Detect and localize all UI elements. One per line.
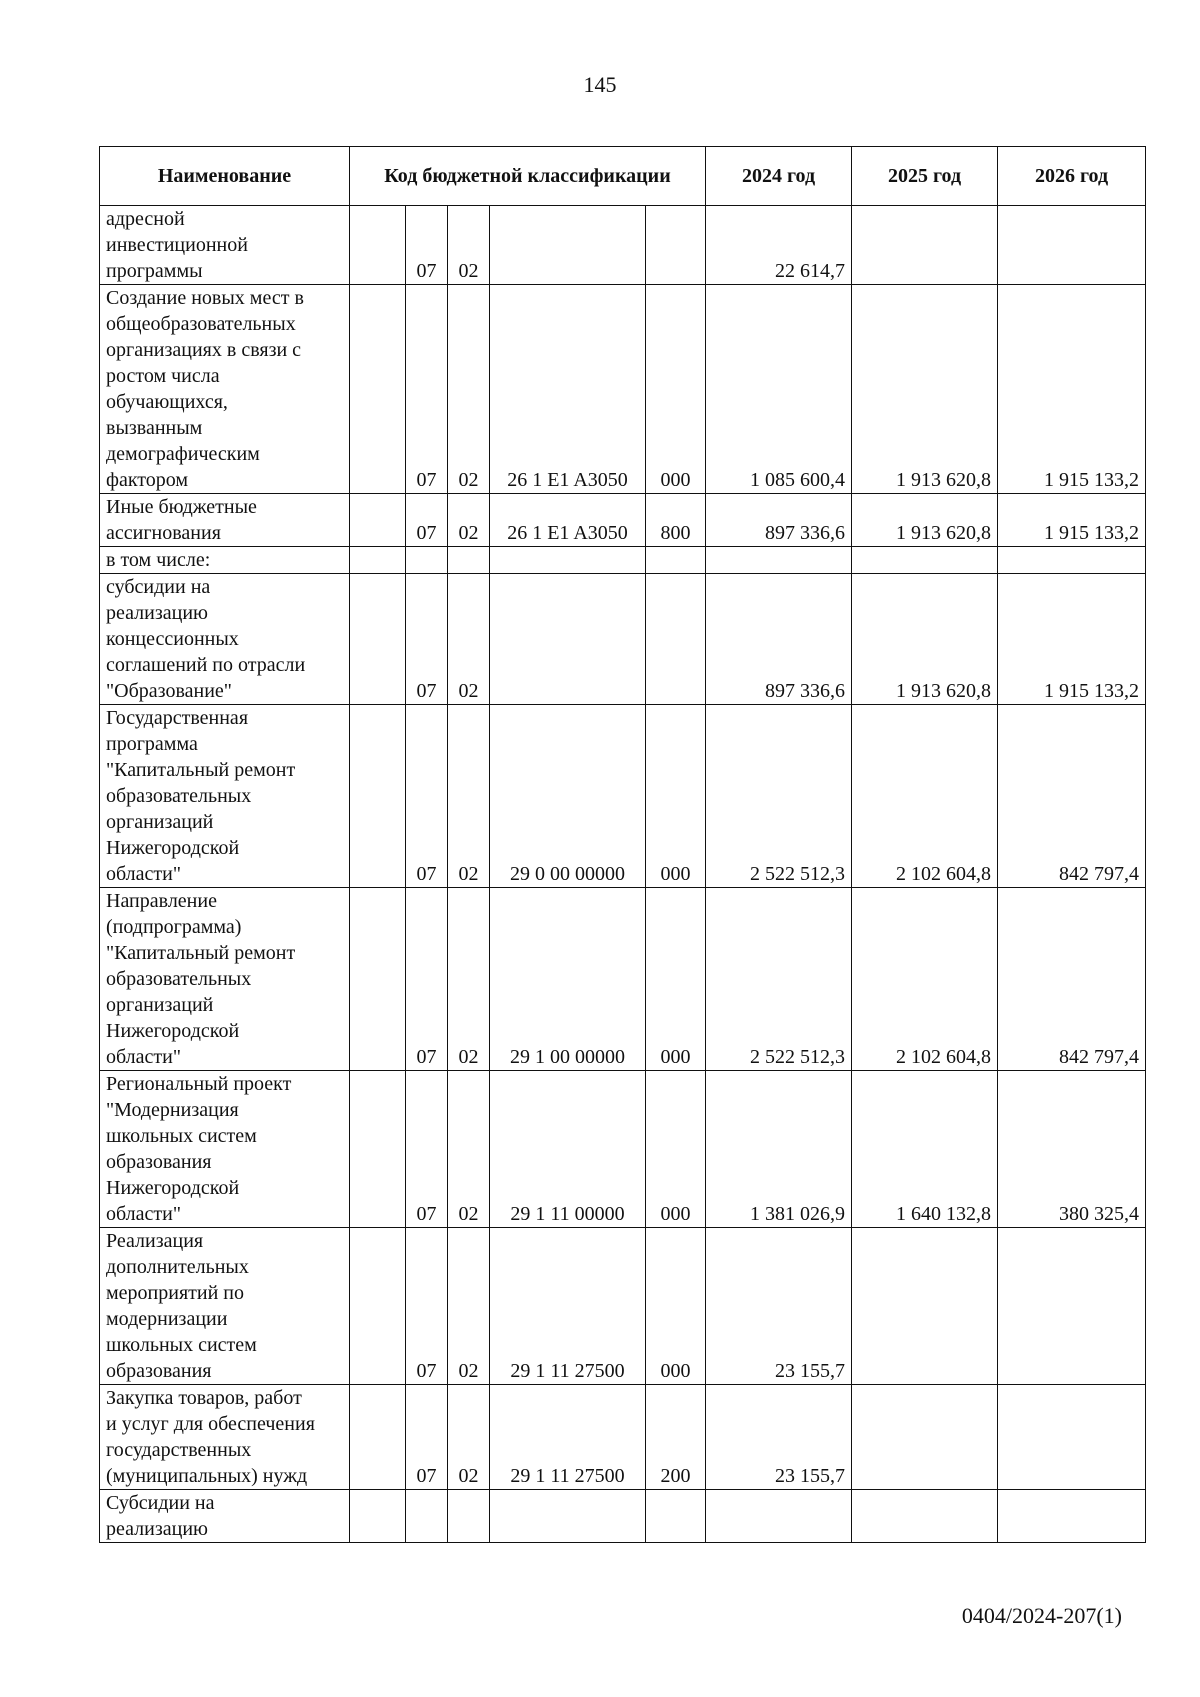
- cell-c3: 02: [448, 888, 490, 1071]
- cell-c4: 29 0 00 00000: [490, 705, 646, 888]
- table-header-row: [100, 147, 1146, 206]
- cell-y2026: 1 915 133,2: [998, 494, 1146, 547]
- cell-c3: 02: [448, 1071, 490, 1228]
- cell-c2: 07: [406, 285, 448, 494]
- cell-name: Создание новых мест в общеобразовательных организациях в связи с ростом числа обучающихся, вызванным демографическим фактором: [100, 285, 350, 494]
- cell-name: Закупка товаров, работ и услуг для обеспечения государственных (муниципальных) нужд: [100, 1385, 350, 1490]
- cell-c1: [350, 1071, 406, 1228]
- cell-c4: 29 1 11 27500: [490, 1228, 646, 1385]
- budget-table: [99, 146, 1146, 1543]
- cell-c5: [646, 1490, 706, 1543]
- cell-y2024: 2 522 512,3: [706, 888, 852, 1071]
- cell-name: в том числе:: [100, 547, 350, 574]
- cell-y2026: [998, 206, 1146, 285]
- cell-c1: [350, 1228, 406, 1385]
- cell-c2: 07: [406, 888, 448, 1071]
- cell-c3: 02: [448, 285, 490, 494]
- table-body: [100, 206, 1146, 1543]
- cell-name: Реализация дополнительных мероприятий по модернизации школьных систем образования: [100, 1228, 350, 1385]
- cell-c2: 07: [406, 574, 448, 705]
- cell-c4: 29 1 11 27500: [490, 1385, 646, 1490]
- cell-y2025: 1 913 620,8: [852, 574, 998, 705]
- cell-y2026: 380 325,4: [998, 1071, 1146, 1228]
- cell-y2024: [706, 547, 852, 574]
- cell-y2026: 1 915 133,2: [998, 285, 1146, 494]
- cell-name: адресной инвестиционной программы: [100, 206, 350, 285]
- cell-y2026: 842 797,4: [998, 705, 1146, 888]
- cell-y2025: [852, 1385, 998, 1490]
- cell-c5: 200: [646, 1385, 706, 1490]
- cell-c1: [350, 547, 406, 574]
- cell-y2025: [852, 547, 998, 574]
- header-name: Наименование: [100, 147, 350, 206]
- cell-c3: 02: [448, 494, 490, 547]
- cell-c3: 02: [448, 574, 490, 705]
- cell-c4: 26 1 E1 A3050: [490, 285, 646, 494]
- cell-c5: 000: [646, 888, 706, 1071]
- cell-c1: [350, 285, 406, 494]
- cell-c2: 07: [406, 1071, 448, 1228]
- cell-c2: 07: [406, 206, 448, 285]
- cell-c5: [646, 574, 706, 705]
- cell-c4: 29 1 11 00000: [490, 1071, 646, 1228]
- cell-c4: [490, 206, 646, 285]
- table-row: [100, 888, 1146, 1071]
- cell-c1: [350, 705, 406, 888]
- cell-y2025: 1 640 132,8: [852, 1071, 998, 1228]
- cell-y2026: 1 915 133,2: [998, 574, 1146, 705]
- cell-y2025: [852, 1228, 998, 1385]
- cell-y2025: 2 102 604,8: [852, 705, 998, 888]
- cell-c2: 07: [406, 1385, 448, 1490]
- cell-name: Направление (подпрограмма) "Капитальный ремонт образовательных организаций Нижегородской области": [100, 888, 350, 1071]
- cell-c4: [490, 547, 646, 574]
- cell-y2024: 2 522 512,3: [706, 705, 852, 888]
- cell-y2024: 897 336,6: [706, 494, 852, 547]
- cell-name: субсидии на реализацию концессионных соглашений по отрасли "Образование": [100, 574, 350, 705]
- cell-name: Государственная программа "Капитальный ремонт образовательных организаций Нижегородской области": [100, 705, 350, 888]
- cell-c1: [350, 206, 406, 285]
- header-2025: 2025 год: [852, 147, 998, 206]
- cell-name: Региональный проект "Модернизация школьных систем образования Нижегородской области": [100, 1071, 350, 1228]
- table-row: [100, 1228, 1146, 1385]
- cell-c5: [646, 547, 706, 574]
- cell-c5: 000: [646, 1071, 706, 1228]
- table-row: [100, 285, 1146, 494]
- cell-y2024: 897 336,6: [706, 574, 852, 705]
- cell-c1: [350, 888, 406, 1071]
- cell-y2025: 1 913 620,8: [852, 285, 998, 494]
- cell-c5: 000: [646, 285, 706, 494]
- cell-c5: [646, 206, 706, 285]
- cell-c3: [448, 547, 490, 574]
- cell-c3: 02: [448, 1228, 490, 1385]
- table-row: [100, 574, 1146, 705]
- cell-c1: [350, 1490, 406, 1543]
- table-row: [100, 206, 1146, 285]
- cell-y2026: [998, 1490, 1146, 1543]
- header-code: Код бюджетной классификации: [350, 147, 706, 206]
- cell-y2026: [998, 1228, 1146, 1385]
- cell-y2024: 1 085 600,4: [706, 285, 852, 494]
- cell-c1: [350, 574, 406, 705]
- cell-c4: 29 1 00 00000: [490, 888, 646, 1071]
- cell-c3: 02: [448, 1385, 490, 1490]
- cell-c4: 26 1 E1 A3050: [490, 494, 646, 547]
- cell-c2: 07: [406, 1228, 448, 1385]
- table-row: [100, 494, 1146, 547]
- cell-c2: [406, 547, 448, 574]
- cell-c2: 07: [406, 705, 448, 888]
- cell-c2: 07: [406, 494, 448, 547]
- cell-c1: [350, 1385, 406, 1490]
- cell-y2026: [998, 547, 1146, 574]
- cell-y2025: 2 102 604,8: [852, 888, 998, 1071]
- table-row: [100, 1385, 1146, 1490]
- header-2024: 2024 год: [706, 147, 852, 206]
- cell-c3: 02: [448, 206, 490, 285]
- cell-c2: [406, 1490, 448, 1543]
- cell-c3: [448, 1490, 490, 1543]
- cell-name: Субсидии на реализацию: [100, 1490, 350, 1543]
- table-row: [100, 705, 1146, 888]
- cell-name: Иные бюджетные ассигнования: [100, 494, 350, 547]
- cell-y2024: 23 155,7: [706, 1228, 852, 1385]
- table-row: [100, 1490, 1146, 1543]
- cell-c5: 000: [646, 1228, 706, 1385]
- header-2026: 2026 год: [998, 147, 1146, 206]
- cell-c1: [350, 494, 406, 547]
- table-row: [100, 1071, 1146, 1228]
- cell-y2026: 842 797,4: [998, 888, 1146, 1071]
- cell-y2024: 23 155,7: [706, 1385, 852, 1490]
- cell-c5: 000: [646, 705, 706, 888]
- cell-c5: 800: [646, 494, 706, 547]
- cell-c4: [490, 574, 646, 705]
- cell-y2025: 1 913 620,8: [852, 494, 998, 547]
- page-number: 145: [583, 72, 617, 97]
- document-id: 0404/2024-207(1): [961, 1603, 1122, 1628]
- cell-y2025: [852, 206, 998, 285]
- cell-y2025: [852, 1490, 998, 1543]
- cell-c3: 02: [448, 705, 490, 888]
- cell-y2026: [998, 1385, 1146, 1490]
- cell-y2024: 22 614,7: [706, 206, 852, 285]
- table-row: [100, 547, 1146, 574]
- cell-c4: [490, 1490, 646, 1543]
- cell-y2024: 1 381 026,9: [706, 1071, 852, 1228]
- cell-y2024: [706, 1490, 852, 1543]
